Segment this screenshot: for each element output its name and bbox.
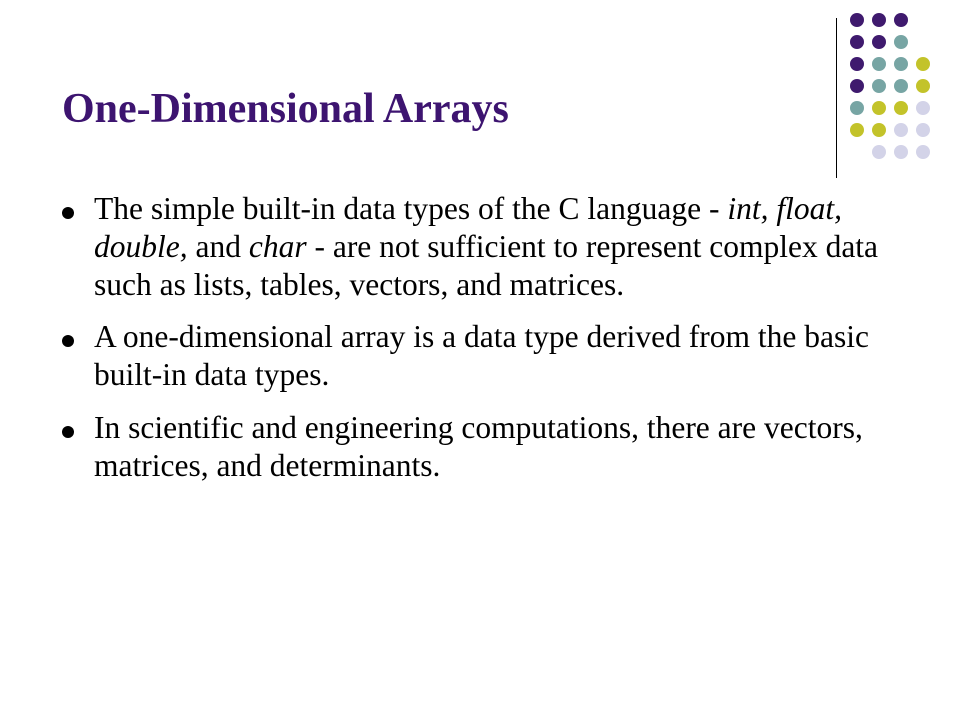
bullet-text-segment: and — [187, 229, 249, 265]
decorative-dot — [872, 101, 886, 115]
decorative-dot — [872, 145, 886, 159]
decorative-dot — [894, 13, 908, 27]
bullet-text-segment-italic: char — [248, 229, 307, 265]
bullet-list — [62, 190, 902, 499]
decorative-dot — [850, 57, 864, 71]
decorative-dot — [872, 79, 886, 93]
decorative-dot — [894, 145, 908, 159]
decorative-dot — [850, 101, 864, 115]
decorative-dot — [872, 57, 886, 71]
decorative-dot — [850, 13, 864, 27]
decorative-dot — [894, 123, 908, 137]
decorative-dot — [894, 35, 908, 49]
decorative-dot — [916, 57, 930, 71]
decorative-dot — [850, 123, 864, 137]
bullet-dot-icon — [62, 335, 74, 347]
decorative-dot — [916, 101, 930, 115]
decorative-dot — [872, 123, 886, 137]
decorative-dot — [894, 101, 908, 115]
bullet-item — [62, 190, 902, 304]
bullet-text-segment: In scientific and engineering computations, there are vectors, matrices, and determinants. — [94, 409, 863, 483]
bullet-dot-icon — [62, 207, 74, 219]
decorative-divider-line — [836, 18, 837, 178]
bullet-item — [62, 318, 902, 394]
bullet-text — [94, 191, 878, 302]
bullet-text-segment-italic: int, float, double, — [94, 191, 842, 265]
decorative-dot — [872, 13, 886, 27]
decorative-dot — [894, 79, 908, 93]
decorative-dot — [894, 57, 908, 71]
bullet-item — [62, 409, 902, 485]
decorative-dot — [850, 79, 864, 93]
bullet-text-segment: - are not sufficient to represent complex data such as lists, tables, vectors, and matrices. — [94, 229, 879, 303]
decorative-dot — [916, 79, 930, 93]
bullet-text-segment: The simple built-in data types of the C language - — [94, 191, 728, 226]
bullet-text — [94, 319, 869, 392]
bullet-text — [94, 410, 863, 483]
decorative-dot — [916, 123, 930, 137]
slide-title: One-Dimensional Arrays — [62, 86, 509, 132]
decorative-dot — [872, 35, 886, 49]
bullet-text-segment: A one-dimensional array is a data type derived from the basic built-in data types. — [94, 319, 869, 393]
decorative-dot — [850, 35, 864, 49]
bullet-dot-icon — [62, 426, 74, 438]
decorative-dot — [916, 145, 930, 159]
